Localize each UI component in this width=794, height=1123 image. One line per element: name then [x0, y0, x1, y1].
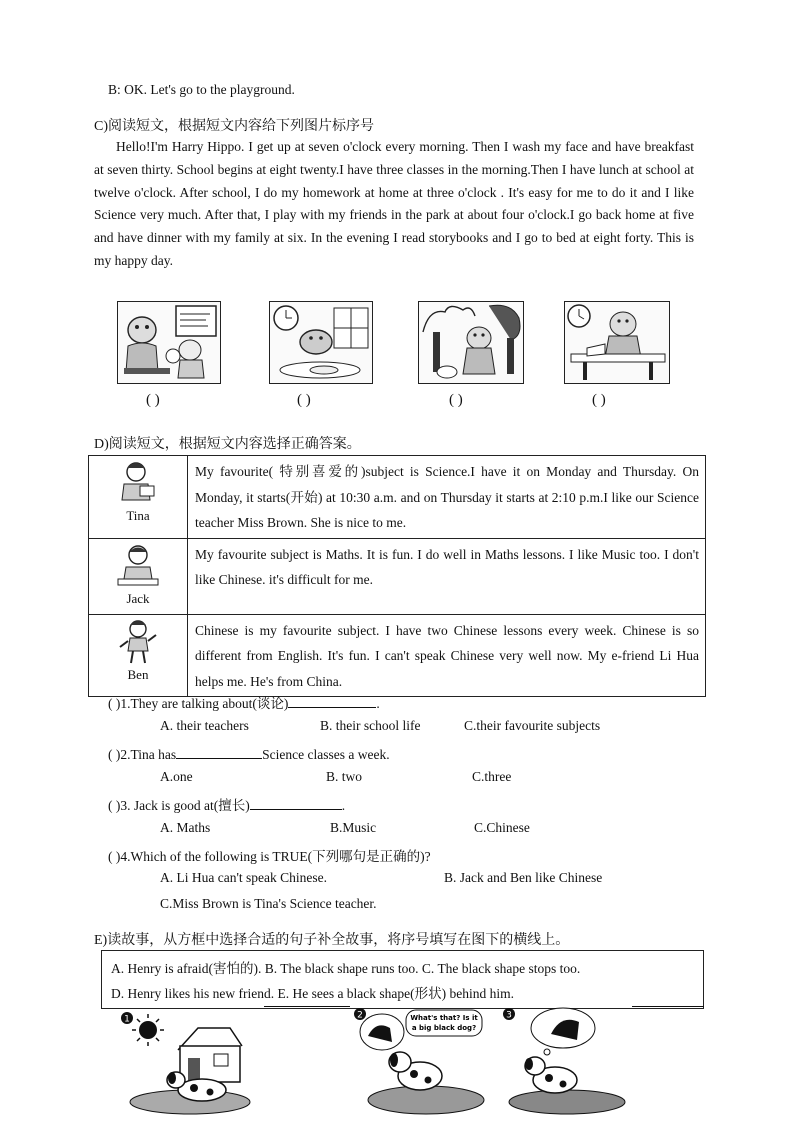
section-c-heading: C)阅读短文，根据短文内容给下列图片标序号 [94, 119, 374, 134]
student-text: My favourite subject is Maths. It is fun. I do well in Maths lessons. I like Music too. I don't like Chinese. it's difficult for me. [188, 538, 706, 614]
table-row [89, 614, 706, 697]
student-info-table [88, 455, 706, 697]
picture-2-answer-blank[interactable]: ( ) [297, 392, 311, 408]
question-1-option-c[interactable]: C.their favourite subjects [464, 718, 601, 733]
question-4-option-a[interactable]: A. Li Hua can't speak Chinese. [160, 870, 328, 885]
student-cell [89, 538, 188, 614]
passage-text: Hello!I'm Harry Hippo. I get up at seven o'clock every morning. Then I wash my face and have breakfast at seven thirty. School begins at eight twenty.I have three classes in the morning.Then I have lunch at school at twelve o'clock. After school, I do my homework at home at three o'clock . It's easy for me to do it and I like Science very much. After that, I play with my friends in the park at about four o'clock.I go back home at five and have dinner with my family at six. In the evening I read storybooks and I go to bed at eight forty. This is my happy day. [94, 139, 694, 268]
story-answer-line-1[interactable] [264, 1006, 350, 1007]
question-1-stem: ( )1.They are talking about(谈论) [108, 696, 289, 711]
question-2-blank[interactable] [176, 744, 262, 759]
question-2-option-a[interactable]: A.one [160, 769, 193, 784]
question-4-option-c[interactable]: C.Miss Brown is Tina's Science teacher. [160, 896, 377, 911]
choice-line-2: D. Henry likes his new friend. E. He sees a black shape(形状) behind him. [111, 986, 515, 1001]
choice-line-1: A. Henry is afraid(害怕的). B. The black shape runs too. C. The black shape stops too. [111, 961, 581, 976]
picture-3-answer-blank[interactable]: ( ) [449, 392, 463, 408]
section-c-passage [94, 136, 694, 273]
question-4-option-b[interactable]: B. Jack and Ben like Chinese [444, 870, 603, 885]
dog-dreaming-picture [497, 1006, 632, 1118]
question-3-stem-end: . [341, 798, 346, 813]
story-answer-line-3[interactable] [632, 1006, 704, 1007]
boy-standing-icon [116, 619, 160, 665]
dialogue-line: B: OK. Let's go to the playground. [108, 82, 295, 97]
sentence-choice-box [101, 950, 704, 1009]
question-1-option-a[interactable]: A. their teachers [160, 718, 249, 733]
speech-bubble-text: What's that? Is it [410, 1014, 478, 1022]
breakfast-picture [269, 301, 373, 384]
student-text: My favourite( 特别喜爱的)subject is Science.I have it on Monday and Thursday. On Monday, it starts(开始) at 10:30 a.m. and on Thursday it starts at 2:10 p.m.I like our Science teacher Miss Brown. She is nice to me. [188, 456, 706, 539]
speech-bubble-text-2: a big black dog? [411, 1024, 477, 1032]
table-row [89, 456, 706, 539]
question-1-blank[interactable] [288, 693, 376, 708]
question-3-blank[interactable] [250, 795, 342, 810]
question-3-option-a[interactable]: A. Maths [160, 820, 211, 835]
panel-3-number: 3 [506, 1010, 512, 1021]
question-3-option-c[interactable]: C.Chinese [474, 820, 530, 835]
student-name: Jack [126, 590, 150, 606]
section-d-heading: D)阅读短文，根据短文内容选择正确答案。 [94, 437, 361, 452]
question-2-option-c[interactable]: C.three [472, 769, 512, 784]
student-name: Tina [126, 508, 150, 523]
girl-reading-icon [116, 460, 160, 506]
question-2 [108, 744, 390, 763]
question-2-stem-end: Science classes a week. [262, 747, 390, 762]
homework-picture [564, 301, 670, 384]
classroom-picture [117, 301, 221, 384]
question-4 [108, 845, 431, 865]
table-row [89, 538, 706, 614]
question-1-stem-end: . [376, 696, 380, 711]
question-3-stem: ( )3. Jack is good at(擅长) [108, 798, 250, 813]
question-3-option-b[interactable]: B.Music [330, 820, 377, 835]
student-cell [89, 456, 188, 539]
question-4-stem: ( )4.Which of the following is TRUE(下列哪句是正确的)? [108, 849, 431, 864]
dog-thinking-picture [350, 1006, 488, 1118]
picture-1-answer-blank[interactable]: ( ) [146, 392, 160, 408]
panel-2-number: 2 [357, 1010, 363, 1021]
student-cell [89, 614, 188, 697]
sun-house-dog-picture [118, 1006, 268, 1118]
question-3 [108, 794, 345, 814]
panel-1-number: 1 [124, 1014, 130, 1025]
section-e-heading: E)读故事，从方框中选择合适的句子补全故事，将序号填写在图下的横线上。 [94, 933, 570, 948]
boy-writing-icon [116, 543, 160, 589]
picture-4-answer-blank[interactable]: ( ) [592, 392, 606, 408]
question-1 [108, 692, 380, 712]
student-text: Chinese is my favourite subject. I have two Chinese lessons every week. Chinese is so different from English. It's fun. I can't speak Chinese very well now. My e-friend Li Hua helps me. He's from China. [188, 614, 706, 697]
question-2-stem: ( )2.Tina has [108, 747, 177, 762]
park-picture [418, 301, 524, 384]
question-2-option-b[interactable]: B. two [326, 769, 363, 784]
student-name: Ben [127, 666, 149, 682]
question-1-option-b[interactable]: B. their school life [320, 718, 421, 733]
